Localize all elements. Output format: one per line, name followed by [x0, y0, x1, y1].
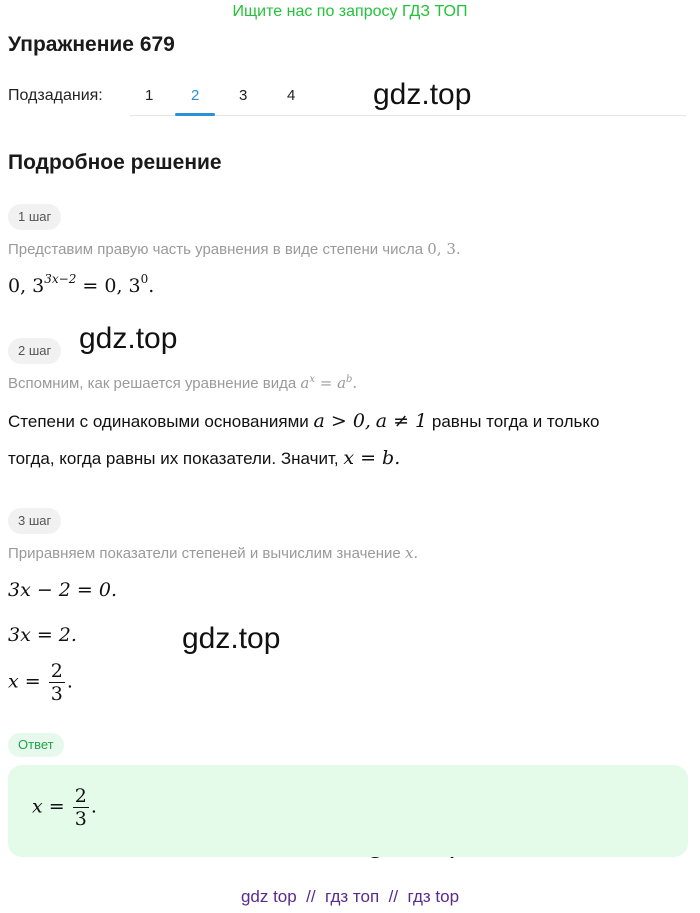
- step-badge: 3 шаг: [8, 508, 61, 534]
- fraction-numerator: 2: [74, 785, 87, 807]
- formula-end: .: [148, 275, 155, 297]
- equation-end: .: [66, 670, 73, 693]
- hint-math-right: a: [337, 374, 347, 392]
- section-title: Подробное решение: [8, 151, 222, 174]
- active-tab-indicator: [175, 113, 215, 116]
- equation-left: x =: [8, 670, 41, 693]
- page-title: Упражнение 679: [8, 33, 175, 56]
- hint-math-end: .: [352, 374, 358, 392]
- hint-text: Вспомним, как решается уравнение вида: [8, 375, 297, 392]
- hint-math-left-exp: x: [309, 374, 315, 385]
- footer-links[interactable]: gdz top // гдз топ // гдз top: [240, 887, 460, 906]
- formula-rhs-base: = 0, 3: [82, 275, 141, 297]
- fraction: [73, 785, 89, 830]
- conclusion: x = b.: [343, 447, 401, 469]
- condition-1: a > 0,: [313, 410, 371, 432]
- hint-math: 0, 3.: [427, 240, 461, 258]
- answer-end: .: [90, 795, 97, 818]
- tab-1[interactable]: 1: [145, 87, 154, 104]
- equation-line: 3x = 2.: [8, 624, 77, 646]
- subtasks-label: Подзадания:: [8, 87, 103, 104]
- step-badge: 2 шаг: [8, 338, 61, 364]
- hint-text: Представим правую часть уравнения в виде степени числа: [8, 241, 424, 258]
- fraction-numerator: 2: [50, 660, 63, 682]
- hint-math-right-exp: b: [346, 374, 353, 385]
- formula-exp: 3x−2: [44, 272, 77, 286]
- fraction: [49, 660, 65, 705]
- tab-2[interactable]: 2: [191, 87, 200, 104]
- fraction-denominator: 3: [74, 808, 87, 830]
- explanation-text: Степени с одинаковыми основаниями: [8, 412, 309, 431]
- formula-rhs-exp: 0: [140, 272, 149, 286]
- step-formula: [8, 272, 154, 297]
- tab-4[interactable]: 4: [287, 87, 296, 104]
- condition-2: a ≠ 1: [375, 410, 428, 432]
- answer-formula: [32, 785, 97, 830]
- step-hint: [8, 240, 461, 258]
- hint-math-eq: =: [314, 374, 338, 392]
- tab-3[interactable]: 3: [239, 87, 248, 104]
- step-hint: [8, 374, 357, 392]
- step-badge: 1 шаг: [8, 204, 61, 230]
- hint-math-left: a: [300, 374, 310, 392]
- fraction-denominator: 3: [50, 683, 63, 705]
- explanation-text: равны тогда и только: [431, 412, 600, 431]
- hint-text: Приравняем показатели степеней и вычислим значение: [8, 545, 401, 562]
- hint-math: x.: [404, 544, 419, 562]
- step-hint: [8, 544, 418, 562]
- watermark: gdz.top: [79, 322, 178, 355]
- explanation-text: тогда, когда равны их показатели. Значит,: [8, 449, 339, 468]
- answer-badge: Ответ: [8, 733, 64, 757]
- equation-line: [8, 660, 73, 705]
- equation-line: 3x − 2 = 0.: [8, 579, 118, 601]
- top-banner: Ищите нас по запросу ГДЗ ТОП: [232, 3, 468, 20]
- answer-left: x =: [32, 795, 65, 818]
- formula-base: 0, 3: [8, 275, 45, 297]
- answer-box: [8, 765, 688, 857]
- watermark: gdz.top: [182, 622, 281, 655]
- watermark: gdz.top: [373, 78, 472, 111]
- step-explanation: [8, 403, 688, 477]
